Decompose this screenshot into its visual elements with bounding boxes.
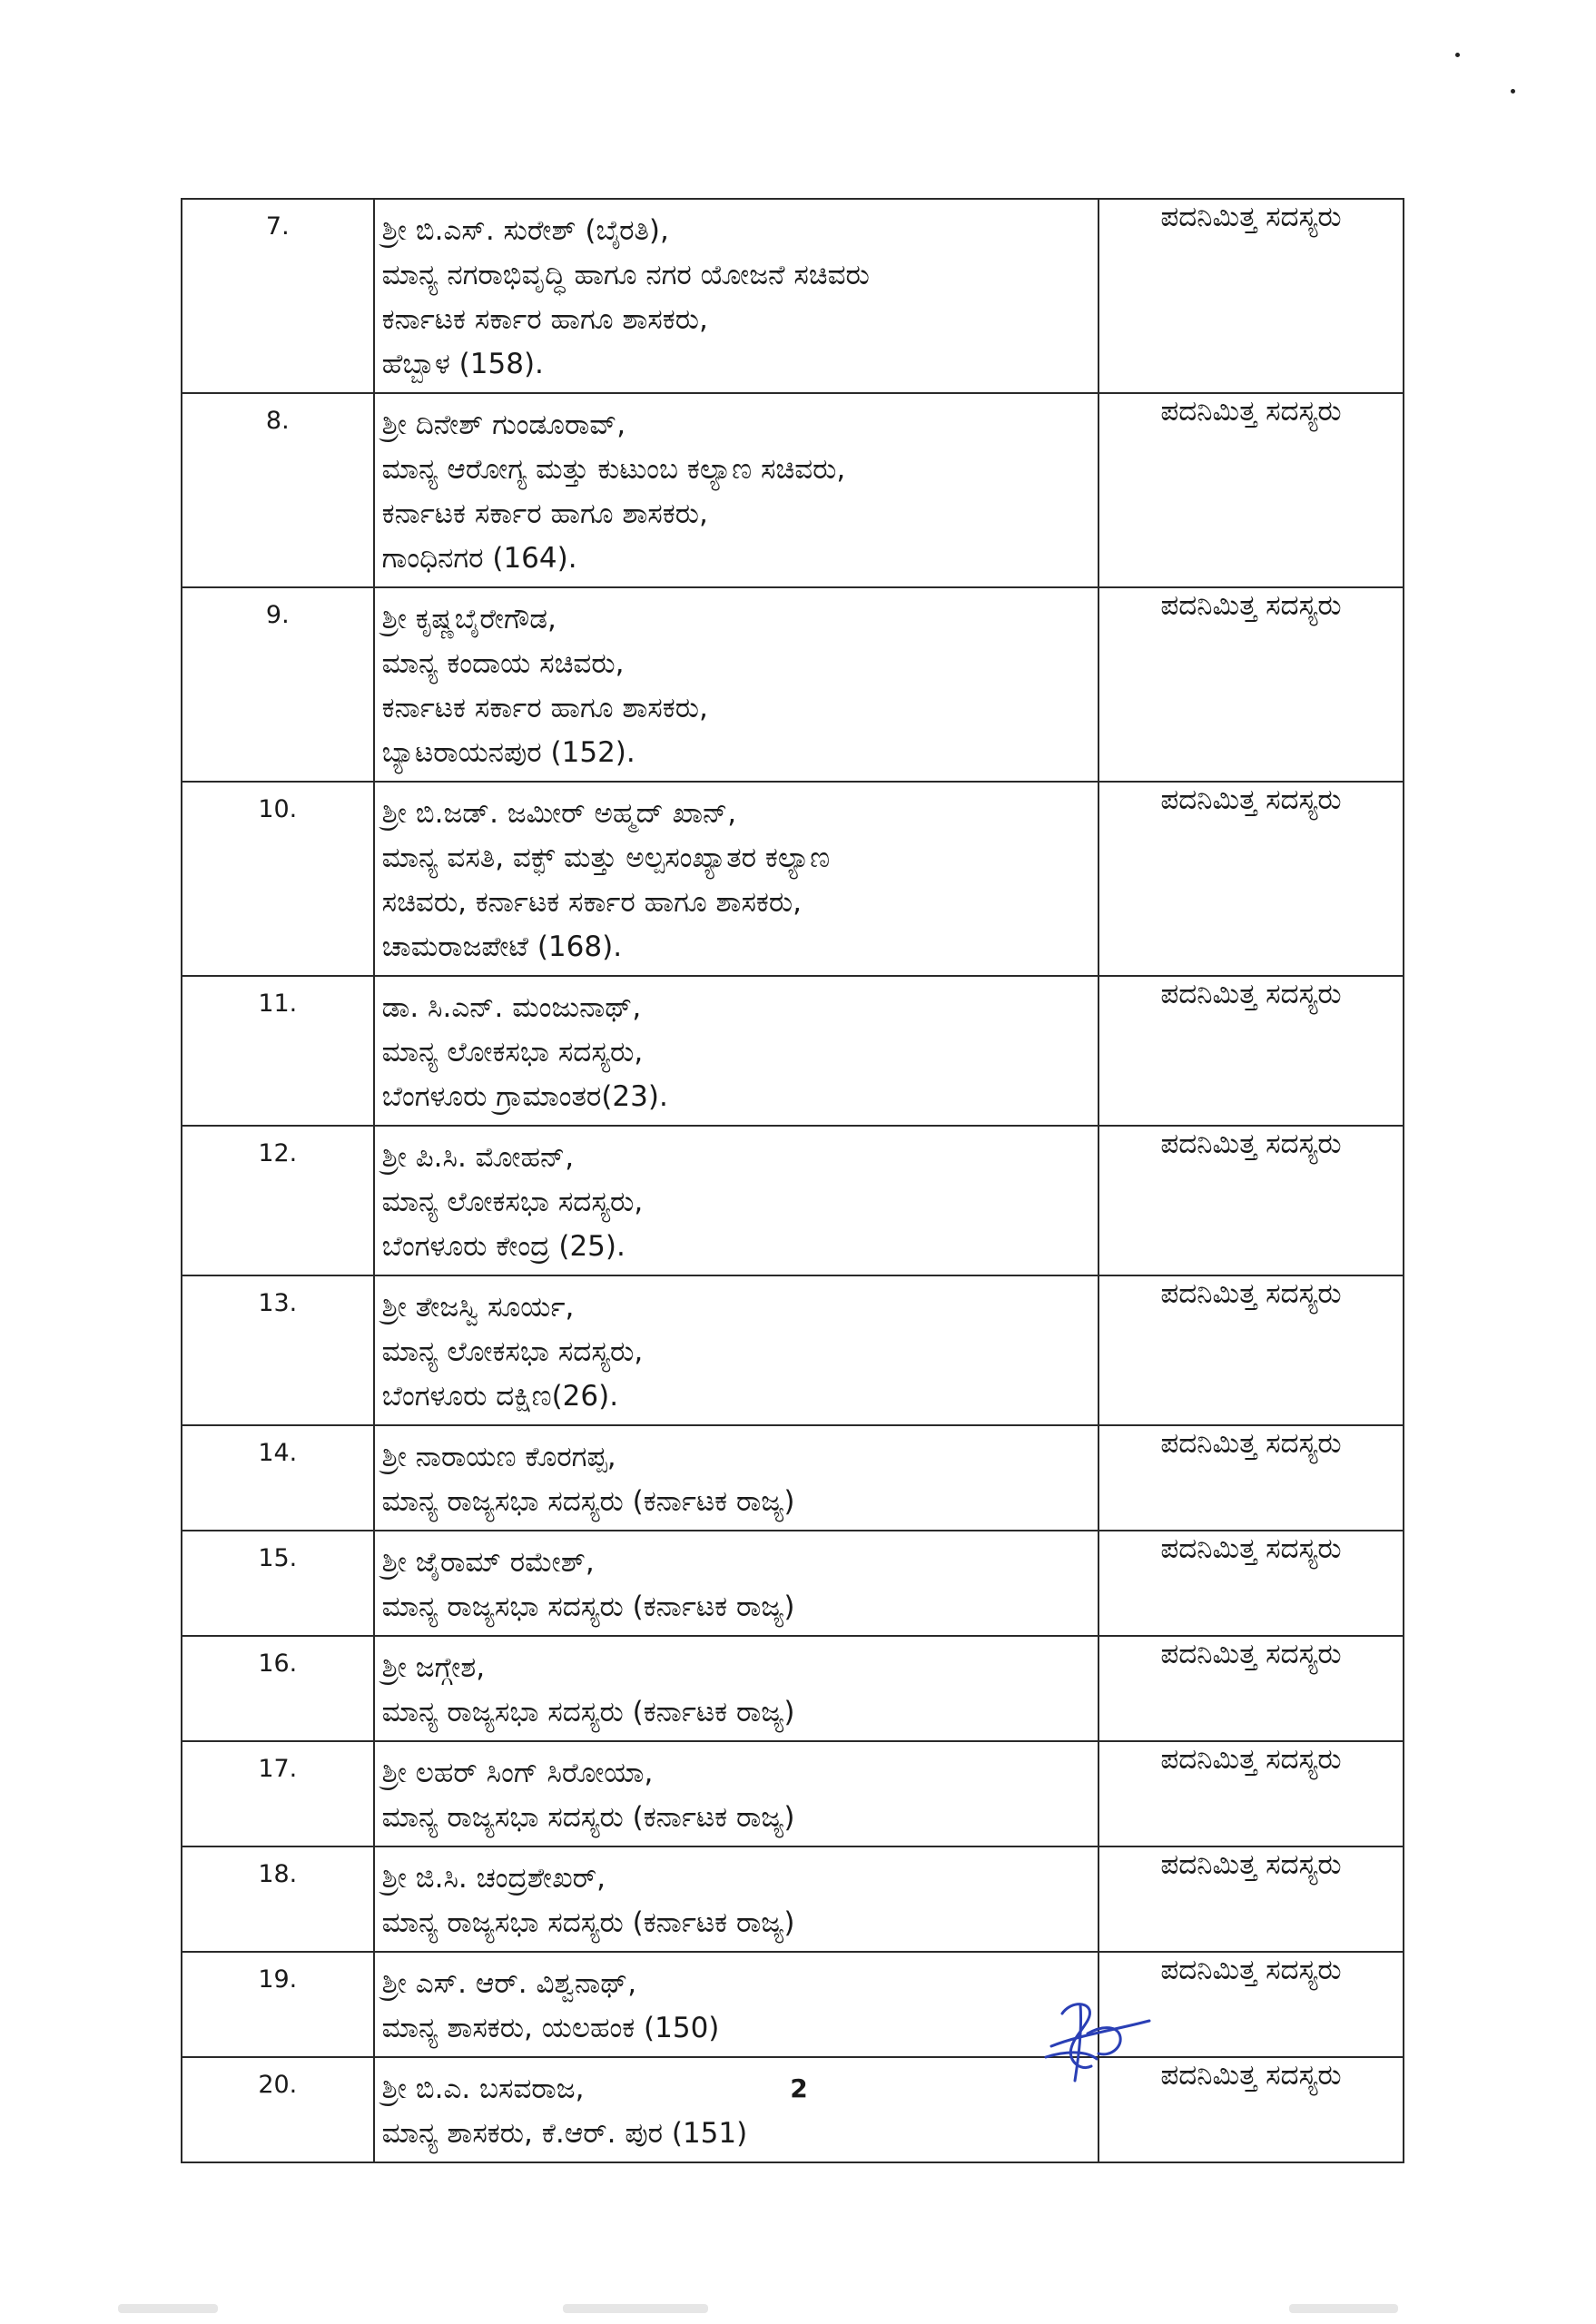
scan-speck (1511, 89, 1515, 94)
serial-number-cell: 13. (182, 1275, 374, 1425)
member-detail-line: ಮಾನ್ಯ ಆರೋಗ್ಯ ಮತ್ತು ಕುಟುಂಬ ಕಲ್ಯಾಣ ಸಚಿವರು, (381, 453, 846, 486)
member-role-cell: ಪದನಿಮಿತ್ತ ಸದಸ್ಯರು (1098, 199, 1404, 393)
serial-number-cell: 14. (182, 1425, 374, 1531)
member-role-cell: ಪದನಿಮಿತ್ತ ಸದಸ್ಯರು (1098, 976, 1404, 1126)
member-detail-line: ಗಾಂಧಿನಗರ (164). (381, 542, 577, 575)
member-detail-line: ಮಾನ್ಯ ರಾಜ್ಯಸಭಾ ಸದಸ್ಯರು (ಕರ್ನಾಟಕ ರಾಜ್ಯ) (381, 1801, 795, 1834)
member-role-cell: ಪದನಿಮಿತ್ತ ಸದಸ್ಯರು (1098, 1636, 1404, 1741)
member-role-cell: ಪದನಿಮಿತ್ತ ಸದಸ್ಯರು (1098, 782, 1404, 976)
serial-number-cell: 11. (182, 976, 374, 1126)
table-row (182, 1846, 1404, 1952)
member-detail-line: ಮಾನ್ಯ ರಾಜ್ಯಸಭಾ ಸದಸ್ಯರು (ಕರ್ನಾಟಕ ರಾಜ್ಯ) (381, 1485, 795, 1518)
table-row (182, 976, 1404, 1126)
serial-number-cell: 9. (182, 587, 374, 782)
member-details-cell (374, 1952, 1098, 2057)
member-detail-line: ಮಾನ್ಯ ರಾಜ್ಯಸಭಾ ಸದಸ್ಯರು (ಕರ್ನಾಟಕ ರಾಜ್ಯ) (381, 1696, 795, 1728)
signature-icon (1033, 1994, 1178, 2084)
member-detail-line: ಮಾನ್ಯ ಲೋಕಸಭಾ ಸದಸ್ಯರು, (381, 1186, 644, 1218)
serial-number-cell: 12. (182, 1126, 374, 1275)
member-details-cell (374, 1636, 1098, 1741)
member-detail-line: ಮಾನ್ಯ ಲೋಕಸಭಾ ಸದಸ್ಯರು, (381, 1335, 644, 1368)
member-role-cell: ಪದನಿಮಿತ್ತ ಸದಸ್ಯರು (1098, 1846, 1404, 1952)
serial-number-cell: 16. (182, 1636, 374, 1741)
members-table (181, 198, 1404, 2163)
member-detail-line: ಬ್ಯಾಟರಾಯನಪುರ (152). (381, 736, 635, 769)
serial-number-cell: 20. (182, 2057, 374, 2162)
member-detail-line: ಚಾಮರಾಜಪೇಟೆ (168). (381, 931, 623, 963)
member-detail-line: ಸಚಿವರು, ಕರ್ನಾಟಕ ಸರ್ಕಾರ ಹಾಗೂ ಶಾಸಕರು, (381, 886, 802, 919)
member-details-cell (374, 587, 1098, 782)
member-detail-line: ಶ್ರೀ ಬಿ.ಎ. ಬಸವರಾಜ, (381, 2073, 585, 2105)
serial-number-cell: 8. (182, 393, 374, 587)
member-detail-line: ಶ್ರೀ ತೇಜಸ್ವಿ ಸೂರ್ಯ, (381, 1291, 575, 1324)
member-details-cell (374, 2057, 1098, 2162)
page-number: 2 (790, 2073, 808, 2103)
member-detail-line: ಶ್ರೀ ದಿನೇಶ್ ಗುಂಡೂರಾವ್, (381, 409, 626, 441)
member-details-cell (374, 1275, 1098, 1425)
member-role-cell: ಪದನಿಮಿತ್ತ ಸದಸ್ಯರು (1098, 1275, 1404, 1425)
member-details-cell (374, 1126, 1098, 1275)
member-role-cell: ಪದನಿಮಿತ್ತ ಸದಸ್ಯರು (1098, 2057, 1404, 2162)
serial-number-cell: 18. (182, 1846, 374, 1952)
member-detail-line: ಮಾನ್ಯ ವಸತಿ, ವಕ್ಫ್ ಮತ್ತು ಅಲ್ಪಸಂಖ್ಯಾತರ ಕಲ್ಯಾಣ (381, 842, 831, 874)
serial-number-cell: 17. (182, 1741, 374, 1846)
table-row (182, 1952, 1404, 2057)
table-row (182, 199, 1404, 393)
member-detail-line: ಶ್ರೀ ಬಿ.ಜಡ್. ಜಮೀರ್ ಅಹ್ಮದ್ ಖಾನ್, (381, 797, 737, 830)
member-role-cell: ಪದನಿಮಿತ್ತ ಸದಸ್ಯರು (1098, 587, 1404, 782)
member-detail-line: ಮಾನ್ಯ ಕಂದಾಯ ಸಚಿವರು, (381, 647, 625, 680)
member-detail-line: ಮಾನ್ಯ ಶಾಸಕರು, ಕೆ.ಆರ್. ಪುರ (151) (381, 2117, 748, 2150)
member-details-cell (374, 782, 1098, 976)
member-detail-line: ಶ್ರೀ ಬಿ.ಎಸ್. ಸುರೇಶ್ (ಬೈರತಿ), (381, 214, 669, 247)
member-detail-line: ಶ್ರೀ ಕೃಷ್ಣಬೈರೇಗೌಡ, (381, 603, 557, 635)
serial-number-cell: 10. (182, 782, 374, 976)
member-detail-line: ಶ್ರೀ ನಾರಾಯಣ ಕೊರಗಪ್ಪ, (381, 1441, 616, 1473)
member-details-cell (374, 1846, 1098, 1952)
member-details-cell (374, 1741, 1098, 1846)
member-role-cell: ಪದನಿಮಿತ್ತ ಸದಸ್ಯರು (1098, 1952, 1404, 2057)
member-detail-line: ಮಾನ್ಯ ನಗರಾಭಿವೃದ್ಧಿ ಹಾಗೂ ನಗರ ಯೋಜನೆ ಸಚಿವರು (381, 259, 870, 291)
member-role-cell: ಪದನಿಮಿತ್ತ ಸದಸ್ಯರು (1098, 1741, 1404, 1846)
member-detail-line: ಮಾನ್ಯ ಲೋಕಸಭಾ ಸದಸ್ಯರು, (381, 1036, 644, 1068)
member-detail-line: ಶ್ರೀ ಲಹರ್ ಸಿಂಗ್ ಸಿರೋಯಾ, (381, 1757, 654, 1789)
table-row (182, 1425, 1404, 1531)
member-detail-line: ಮಾನ್ಯ ರಾಜ್ಯಸಭಾ ಸದಸ್ಯರು (ಕರ್ನಾಟಕ ರಾಜ್ಯ) (381, 1590, 795, 1623)
member-role-cell: ಪದನಿಮಿತ್ತ ಸದಸ್ಯರು (1098, 1531, 1404, 1636)
member-details-cell (374, 1531, 1098, 1636)
member-role-cell: ಪದನಿಮಿತ್ತ ಸದಸ್ಯರು (1098, 1425, 1404, 1531)
member-detail-line: ಬೆಂಗಳೂರು ಕೇಂದ್ರ (25). (381, 1230, 626, 1263)
member-detail-line: ಶ್ರೀ ಜಗ್ಗೇಶ, (381, 1651, 486, 1684)
scan-edge-smudge (118, 2304, 218, 2313)
member-role-cell: ಪದನಿಮಿತ್ತ ಸದಸ್ಯರು (1098, 393, 1404, 587)
member-details-cell (374, 199, 1098, 393)
member-detail-line: ಕರ್ನಾಟಕ ಸರ್ಕಾರ ಹಾಗೂ ಶಾಸಕರು, (381, 497, 708, 530)
member-detail-line: ಕರ್ನಾಟಕ ಸರ್ಕಾರ ಹಾಗೂ ಶಾಸಕರು, (381, 303, 708, 336)
table-row (182, 1126, 1404, 1275)
table-row (182, 1531, 1404, 1636)
member-detail-line: ಶ್ರೀ ಎಸ್. ಆರ್. ವಿಶ್ವನಾಥ್, (381, 1967, 637, 2000)
serial-number-cell: 7. (182, 199, 374, 393)
scan-speck (1455, 53, 1460, 57)
member-detail-line: ಹೆಬ್ಬಾಳ (158). (381, 348, 544, 380)
table-row (182, 1741, 1404, 1846)
member-detail-line: ಮಾನ್ಯ ಶಾಸಕರು, ಯಲಹಂಕ (150) (381, 2012, 720, 2044)
member-detail-line: ಬೆಂಗಳೂರು ಗ್ರಾಮಾಂತರ(23). (381, 1080, 668, 1113)
member-detail-line: ಶ್ರೀ ಜಿ.ಸಿ. ಚಂದ್ರಶೇಖರ್, (381, 1862, 606, 1895)
scan-edge-smudge (563, 2304, 708, 2313)
scan-edge-smudge (1289, 2304, 1398, 2313)
member-detail-line: ಬೆಂಗಳೂರು ದಕ್ಷಿಣ(26). (381, 1380, 619, 1413)
member-detail-line: ಡಾ. ಸಿ.ಎನ್. ಮಂಜುನಾಥ್, (381, 991, 642, 1024)
table-row (182, 782, 1404, 976)
member-role-cell: ಪದನಿಮಿತ್ತ ಸದಸ್ಯರು (1098, 1126, 1404, 1275)
member-detail-line: ಶ್ರೀ ಜೈರಾಮ್ ರಮೇಶ್, (381, 1546, 595, 1579)
serial-number-cell: 15. (182, 1531, 374, 1636)
table-row (182, 1275, 1404, 1425)
member-detail-line: ಕರ್ನಾಟಕ ಸರ್ಕಾರ ಹಾಗೂ ಶಾಸಕರು, (381, 692, 708, 724)
members-table-body (182, 199, 1404, 2162)
member-details-cell (374, 393, 1098, 587)
member-detail-line: ಮಾನ್ಯ ರಾಜ್ಯಸಭಾ ಸದಸ್ಯರು (ಕರ್ನಾಟಕ ರಾಜ್ಯ) (381, 1906, 795, 1939)
member-details-cell (374, 1425, 1098, 1531)
table-row (182, 587, 1404, 782)
member-details-cell (374, 976, 1098, 1126)
table-row (182, 1636, 1404, 1741)
table-row (182, 393, 1404, 587)
serial-number-cell: 19. (182, 1952, 374, 2057)
member-detail-line: ಶ್ರೀ ಪಿ.ಸಿ. ಮೋಹನ್, (381, 1141, 575, 1174)
